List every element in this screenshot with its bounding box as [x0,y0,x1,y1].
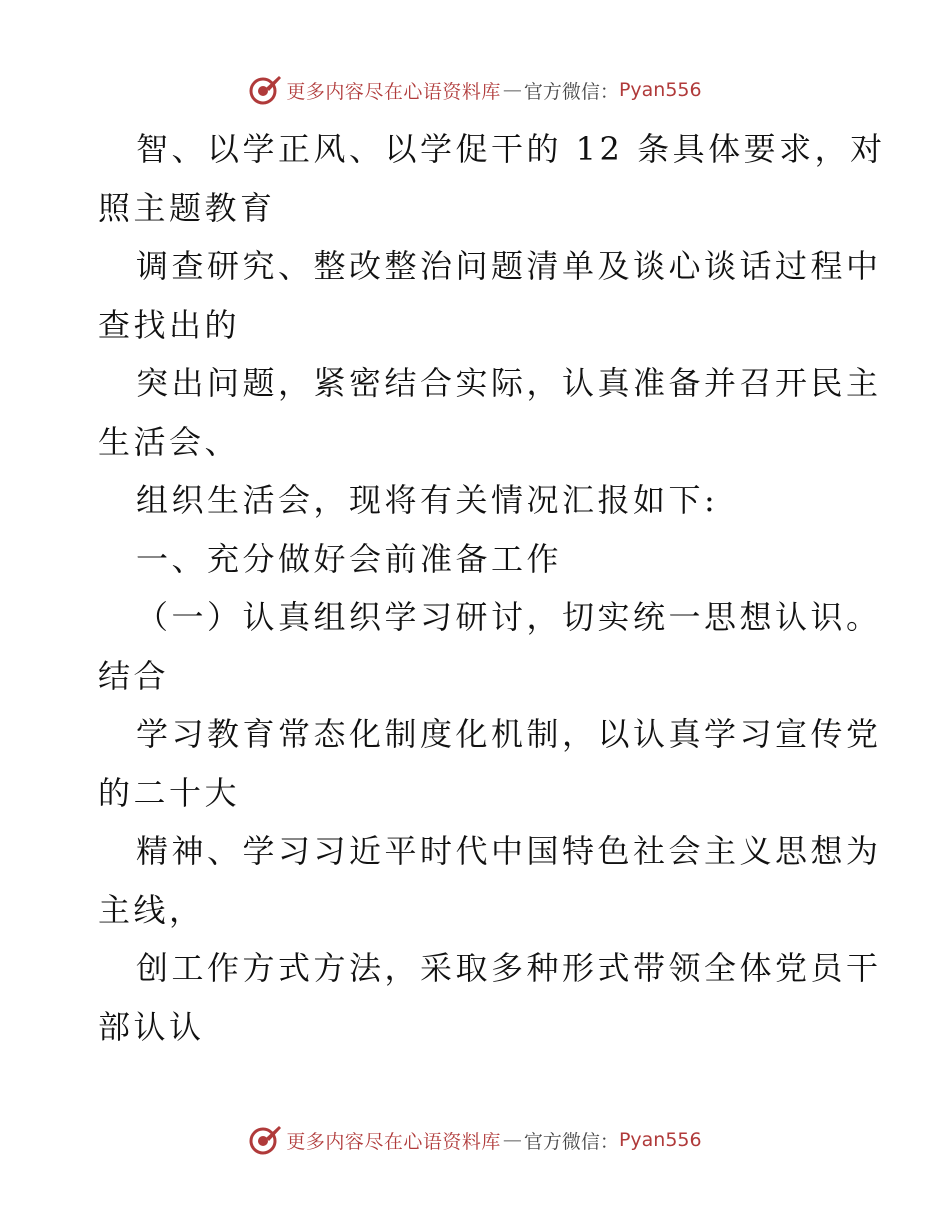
body-text-line: 结合 [98,656,170,695]
body-text-line: 主线， [98,890,205,929]
body-text-line: 创工作方式方法，采取多种形式带领全体党员干 [136,949,882,987]
watermark-separator: — [502,1129,522,1151]
watermark-wechat-id: Pyan556 [618,1129,702,1151]
watermark-suffix: 官方微信： [523,1130,619,1153]
watermark-label: 更多内容尽在心语资料库 [286,80,501,103]
body-text-line: 智、以学正风、以学促干的 12 条具体要求，对 [136,130,886,168]
body-text-line: 照主题教育 [98,188,276,227]
body-text-line: 查找出的 [98,305,241,344]
pen-logo-icon [248,1124,282,1156]
body-text-line: 组织生活会，现将有关情况汇报如下: [136,481,719,519]
body-text-line: 调查研究、整改整治问题清单及谈心谈话过程中 [136,247,882,285]
body-text-line: 的二十大 [98,773,241,812]
watermark-suffix: 官方微信： [523,80,619,103]
body-text-line: 学习教育常态化制度化机制，以认真学习宣传党 [136,715,882,753]
footer-watermark [0,1124,950,1156]
watermark-wechat-id: Pyan556 [618,79,702,101]
watermark-separator: — [502,79,522,101]
body-text-line: 一、充分做好会前准备工作 [136,539,563,578]
body-text-line: 突出问题，紧密结合实际，认真准备并召开民主 [136,364,882,402]
watermark-label: 更多内容尽在心语资料库 [286,1130,501,1153]
body-text-line: 部认认 [98,1007,205,1046]
body-text-line: 生活会、 [98,422,241,461]
body-text-line: 精神、学习习近平时代中国特色社会主义思想为 [136,832,882,870]
body-text-line: （一）认真组织学习研讨，切实统一思想认识。 [136,598,882,636]
header-watermark [0,74,950,106]
pen-logo-icon [248,74,282,106]
document-body [98,120,886,1056]
